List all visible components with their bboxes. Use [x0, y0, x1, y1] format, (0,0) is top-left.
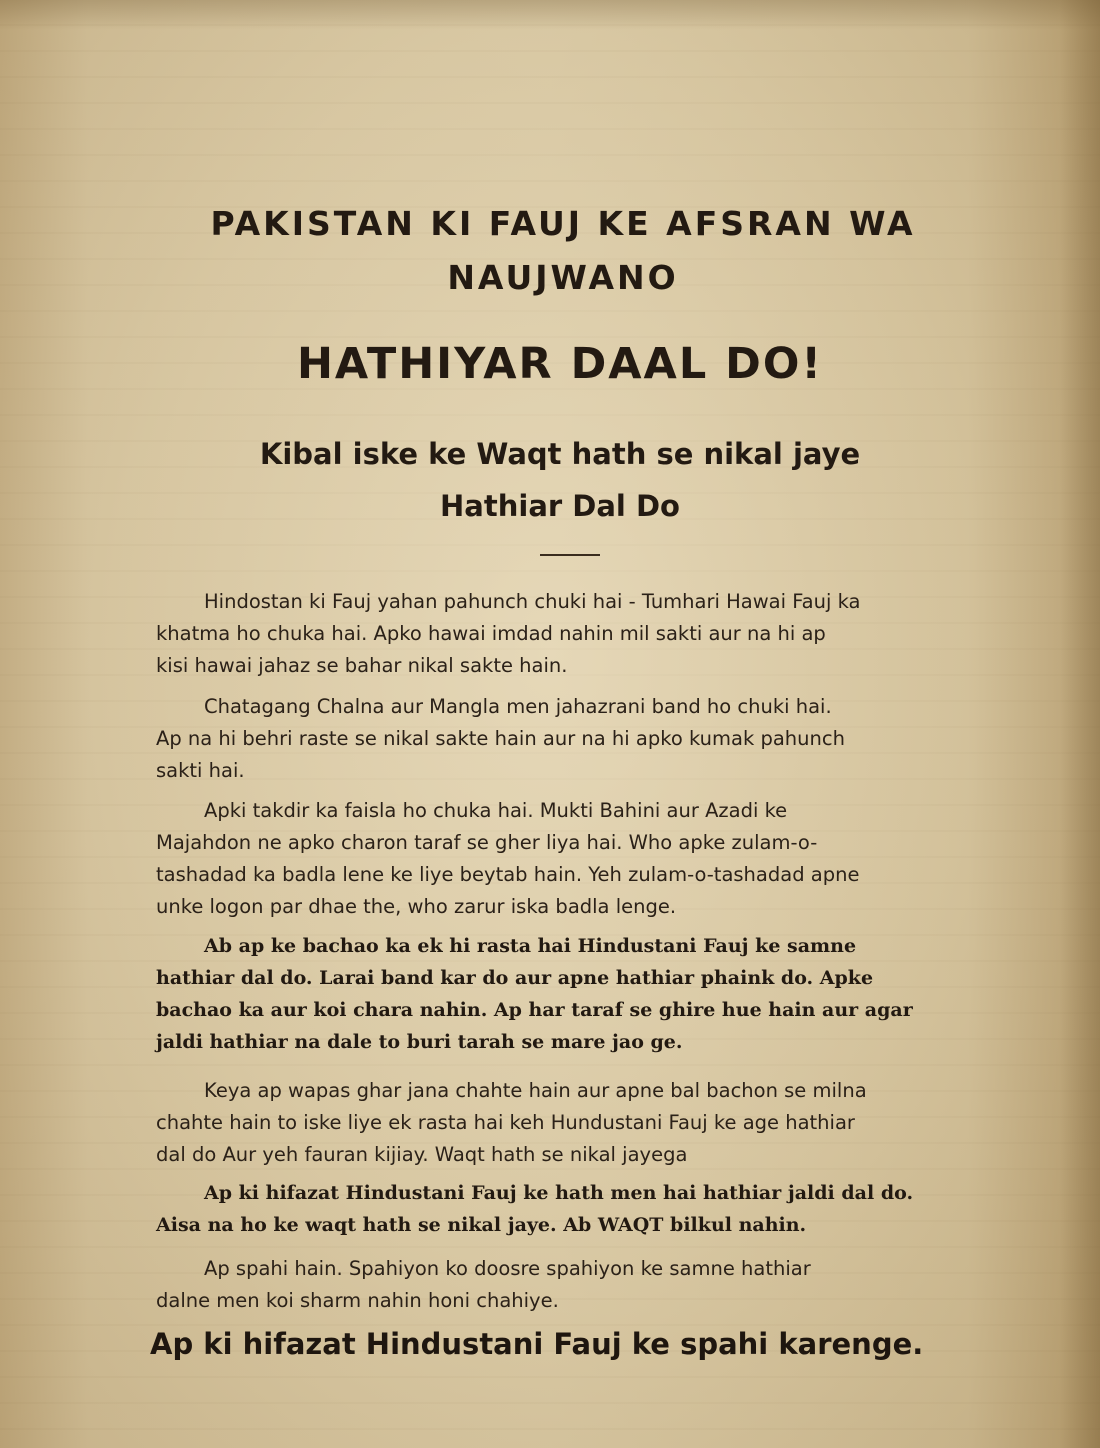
paragraph-7 — [156, 1253, 960, 1317]
paragraph-2 — [156, 691, 960, 787]
paragraph-line: Ap ki hifazat Hindustani Fauj ke hath men hai hathiar jaldi dal do. — [204, 1182, 914, 1204]
leaflet-subheadline — [0, 428, 1100, 532]
paragraph-line: Hindostan ki Fauj yahan pahunch chuki hai - Tumhari Hawai Fauj ka — [204, 590, 861, 613]
paragraph-5 — [156, 1075, 960, 1171]
paragraph-line: dalne men koi sharm nahin honi chahiye. — [156, 1289, 559, 1312]
divider-rule — [540, 554, 600, 556]
paragraph-line: sakti hai. — [156, 759, 245, 782]
paragraph-6 — [156, 1177, 960, 1241]
paragraph-line: bachao ka aur koi chara nahin. Ap har taraf se ghire hue hain aur agar — [156, 999, 913, 1021]
paragraph-line: Chatagang Chalna aur Mangla men jahazrani band ho chuki hai. — [204, 695, 832, 718]
paragraph-line: Aisa na ho ke waqt hath se nikal jaye. Ab WAQT bilkul nahin. — [156, 1214, 807, 1236]
paragraph-line: Ab ap ke bachao ka ek hi rasta hai Hindustani Fauj ke samne — [204, 935, 857, 957]
paragraph-line: chahte hain to iske liye ek rasta hai keh Hundustani Fauj ke age hathiar — [156, 1111, 855, 1134]
paragraph-line: Ap na hi behri raste se nikal sakte hain aur na hi apko kumak pahunch — [156, 727, 845, 750]
paragraph-line: Apki takdir ka faisla ho chuka hai. Mukti Bahini aur Azadi ke — [204, 799, 788, 822]
leaflet-headline: HATHIYAR DAAL DO! — [296, 339, 824, 389]
paragraph-3 — [156, 795, 960, 923]
title-line-2: NAUJWANO — [447, 258, 679, 297]
paper-edge-top — [0, 0, 1100, 30]
paragraph-line: hathiar dal do. Larai band kar do aur apne hathiar phaink do. Apke — [156, 967, 874, 989]
paragraph-line: unke logon par dhae the, who zarur iska badla lenge. — [156, 895, 677, 918]
subheadline-line-2: Hathiar Dal Do — [440, 489, 680, 523]
subheadline-line-1: Kibal iske ke Waqt hath se nikal jaye — [259, 437, 861, 471]
paragraph-line: kisi hawai jahaz se bahar nikal sakte hain. — [156, 654, 568, 677]
paragraph-line: jaldi hathiar na dale to buri tarah se mare jao ge. — [156, 1031, 683, 1053]
paragraph-line: Keya ap wapas ghar jana chahte hain aur apne bal bachon se milna — [204, 1079, 867, 1102]
paragraph-line: khatma ho chuka hai. Apko hawai imdad nahin mil sakti aur na hi ap — [156, 622, 826, 645]
paragraph-line: Ap spahi hain. Spahiyon ko doosre spahiyon ke samne hathiar — [204, 1257, 811, 1280]
paragraph-4 — [156, 930, 960, 1058]
paragraph-1 — [156, 586, 960, 682]
leaflet-title — [0, 197, 1100, 305]
paragraph-line: dal do Aur yeh fauran kijiay. Waqt hath se nikal jayega — [156, 1143, 688, 1166]
paragraph-line: Majahdon ne apko charon taraf se gher liya hai. Who apke zulam-o- — [156, 831, 818, 854]
paragraph-line: tashadad ka badla lene ke liye beytab hain. Yeh zulam-o-tashadad apne — [156, 863, 860, 886]
closing-statement: Ap ki hifazat Hindustani Fauj ke spahi karenge. — [150, 1327, 924, 1361]
title-line-1: PAKISTAN KI FAUJ KE AFSRAN WA — [210, 204, 916, 243]
